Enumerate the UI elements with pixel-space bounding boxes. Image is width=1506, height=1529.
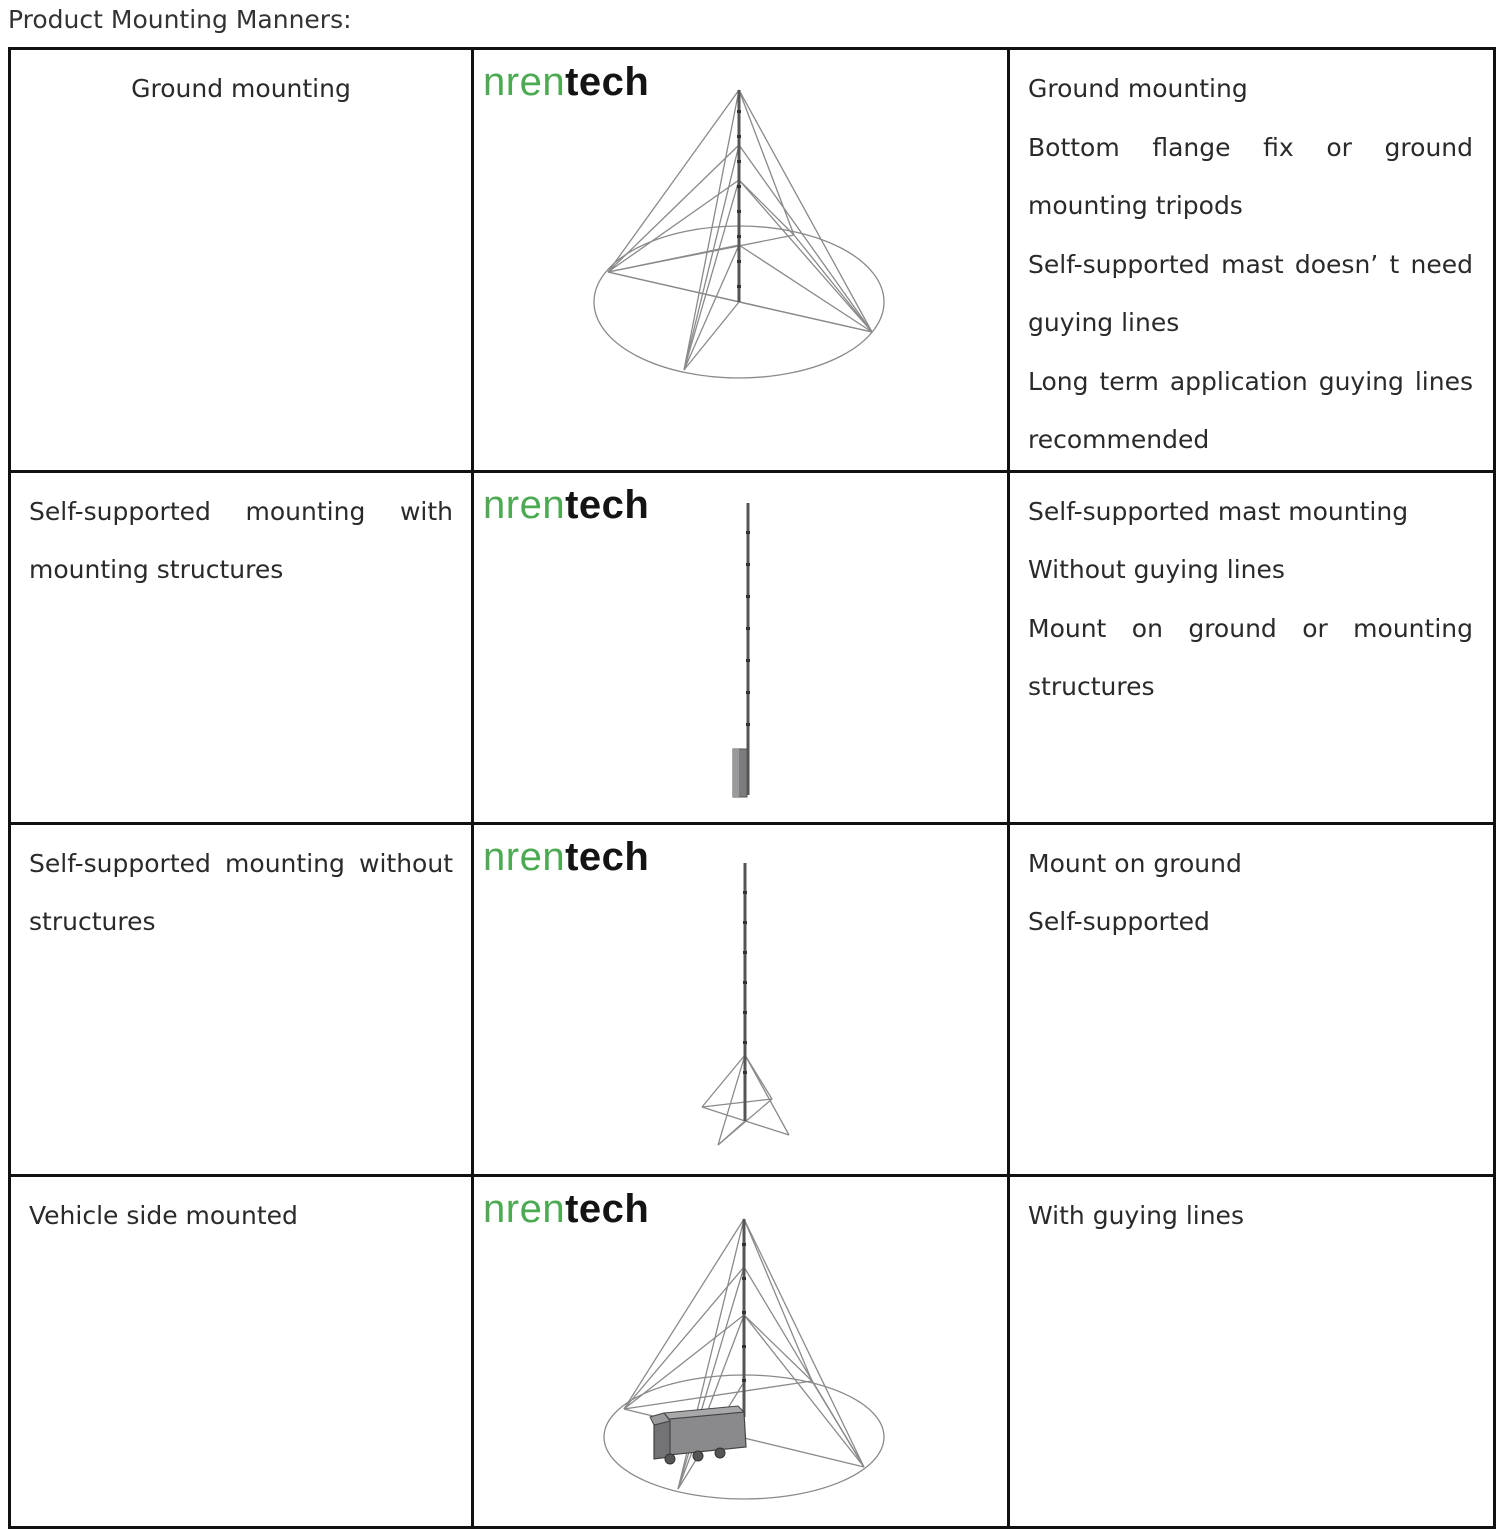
notes-list [1010, 50, 1493, 470]
note-line: Ground mounting [1028, 74, 1248, 103]
brand-logo: nrentech [483, 60, 650, 104]
notes-cell [1009, 823, 1495, 1175]
manner-cell [10, 823, 473, 1175]
note-line: Mount on ground or mounting structures [1028, 613, 1473, 701]
table-row [10, 49, 1495, 472]
manner-label: Vehicle side mounted [29, 1200, 298, 1230]
manner-cell [10, 471, 473, 823]
note-line: Mount on ground [1028, 848, 1242, 878]
notes-list [1010, 825, 1493, 952]
note-line: Long term application guying lines recommended [1028, 366, 1473, 454]
brand-logo: nrentech [483, 834, 650, 879]
notes-list [1010, 473, 1493, 717]
note-line: Self-supported mast doesn’ t need guying lines [1028, 249, 1473, 337]
table-row [10, 471, 1495, 823]
note-line: Self-supported [1028, 907, 1210, 936]
brand-logo: nrentech [483, 1186, 650, 1231]
table-row [10, 823, 1495, 1175]
vehicle-mounted-mast-drawing [474, 1177, 1004, 1523]
notes-cell [1009, 471, 1495, 823]
drawing-cell [473, 49, 1009, 472]
table-row [10, 1175, 1495, 1527]
drawing-cell [473, 823, 1009, 1175]
note-line: Bottom flange fix or ground mounting tripods [1028, 132, 1473, 220]
manner-label: Self-supported mounting without structures [29, 848, 453, 936]
manner-cell [10, 1175, 473, 1527]
mast-on-tripod-drawing [474, 825, 1004, 1171]
mounting-manners-table [8, 47, 1496, 1529]
brand-logo: nrentech [483, 482, 650, 527]
manner-label: Ground mounting [131, 74, 351, 103]
note-line: Without guying lines [1028, 555, 1285, 584]
mast-on-structure-drawing [474, 473, 1004, 819]
note-line: Self-supported mast mounting [1028, 496, 1409, 526]
drawing-cell [473, 1175, 1009, 1527]
document-title: Product Mounting Manners: [8, 5, 352, 34]
guyed-mast-on-ground-drawing [474, 50, 1004, 456]
note-line: With guying lines [1028, 1200, 1244, 1230]
drawing-cell [473, 471, 1009, 823]
manner-label: Self-supported mounting with mounting structures [29, 496, 453, 584]
notes-list [1010, 1177, 1493, 1246]
manner-cell [10, 49, 473, 472]
notes-cell [1009, 49, 1495, 472]
notes-cell [1009, 1175, 1495, 1527]
